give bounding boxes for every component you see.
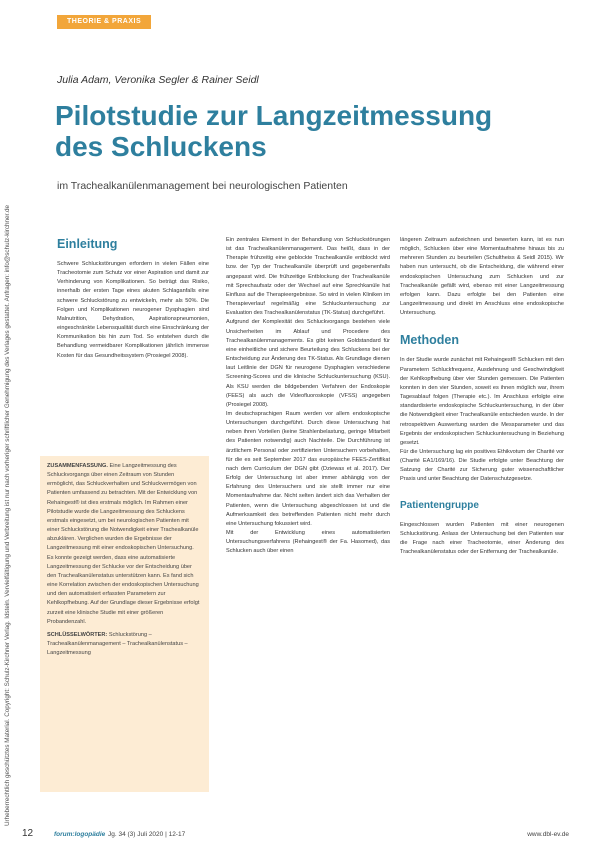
keywords-paragraph <box>47 631 200 658</box>
body-paragraph: In der Studie wurde zunächst mit Rehaingest® Schlucken mit den Parametern Schluckfrequenz, Ausdehnung und Geschwindigkeit der Kehlkopfhebung über vier Stunden gemessen. Die Patienten konnten in den vier Stunden, soweit es ihnen möglich war, ihrem Tagesablauf folgen (Therapie etc.). Im Anschluss erfolgte eine standardisierte endoskopische Schluckuntersuchung, in der über die Notwendigkeit einer Trachealkanüle entschieden wurde. In der retrospektiven Auswertung wurden die Messparameter und das Ergebnis der endoskopischen Schluckuntersuchung in Beziehung gesetzt. <box>400 357 564 446</box>
authors: Julia Adam, Veronika Segler & Rainer Seidl <box>57 74 259 86</box>
article-title: Pilotstudie zur Langzeitmessung des Schluckens <box>55 100 493 162</box>
summary-box <box>40 456 209 792</box>
article-subtitle: im Trachealkanülenmanagement bei neurologischen Patienten <box>57 180 348 192</box>
copyright-text: Urheberrechtlich geschütztes Material. Copyright: Schulz-Kirchner Verlag. Idstein. Vervielfältigung und Verbreitung ist nur nach vorheriger schriftlicher Genehmigung des Verlages gestattet. Anfragen: info@schulz-kirchner.de <box>4 204 11 826</box>
body-paragraph: Mit der Entwicklung eines automatisierten Untersuchungsverfahrens (Rehaingest® der Fa. Hasomed), das Schlucken auch über einen <box>226 530 390 555</box>
section-tag: THEORIE & PRAXIS <box>57 15 151 29</box>
keywords-text: Schluckstörung – Trachealkanülenmanagement – Trachealkanülenstatus – Langzeitmessung <box>47 631 188 657</box>
page-footer <box>0 826 595 842</box>
summary-paragraph <box>47 462 200 627</box>
issue-info: Jg. 34 (3) Juli 2020 | 12-17 <box>108 831 186 838</box>
website-link[interactable]: www.dbl-ev.de <box>527 831 569 838</box>
heading-patientengruppe: Patientengruppe <box>400 499 479 511</box>
summary-text: Eine Langzeitmessung des Schluckvorgangs über einen Zeitraum von Stunden ermöglicht, das Schluckverhalten und Schluckvermögen von Patienten umfassend zu betrachten. Mit der Entwicklung von Rehaingest® ist dies erstmals möglich. Im Rahmen einer Pilotstudie wurde die Langzeitmessung des Schluckens erstmals eingesetzt, um bei neurologischen Patienten mit einer Schluckstörung die Notwendigkeit einer Trachealkanüle abzuklären. Verglichen wurden die Ergebnisse der Langzeitmessung mit einer endoskopischen Untersuchung. Es konnte gezeigt werden, dass eine automatisierte Langzeitmessung der Schlucke vor der Entscheidung über den Trachealkanülenstatus unterstützen kann. Es fand sich eine Korrelation zwischen der endoskopischen Untersuchung und den automatisiert erfassten Parametern zur Kehlkopfhebung. Auf der Grundlage dieser Ergebnisse erfolgt zurzeit eine klinische Studie mit einer größeren Probandenzahl. <box>47 463 200 625</box>
journal-name: forum:logopädie <box>54 831 106 838</box>
column-2 <box>226 236 390 556</box>
body-paragraph: Für die Untersuchung lag ein positives Ethikvotum der Charité vor (Charité EA1/169/16). Die Studie erfolgte unter Beachtung der Satzung der Charité zur Sicherung guter wissenschaftlicher Praxis und unter Beachtung der Datenschutzgesetze. <box>400 448 564 483</box>
column-1 <box>57 236 209 361</box>
heading-einleitung: Einleitung <box>57 237 118 251</box>
body-paragraph: Im deutschsprachigen Raum werden vor allem endoskopische Untersuchungen durchgeführt. Durch diese Untersuchung hat neben ihren Vorteilen (keine Strahlenbelastung, geringe Mitarbeit des Patienten notwendig) auch Nachteile. Die Durchführung ist ärztlichem Personal oder zertifizierten Untersuchern vorbehalten, für die es seit September 2017 das europäische FEES-Zertifikat nach dem Curriculum der DGN gibt (Dziewas et al. 2017). Der Erfolg der Untersuchung ist aber immer abhängig von der Erfahrung des Untersuchers und sie stellt immer nur eine Momentaufnahme dar. Nicht selten ändert sich das Verhalten der Patienten, wenn die Untersuchung abgeschlossen ist und die Aufmerksamkeit des betreffenden Patienten nicht mehr durch eine Untersuchung fokussiert wird. <box>226 410 390 527</box>
body-paragraph: Eingeschlossen wurden Patienten mit einer neurogenen Schluckstörung. Anlass der Untersuchung bei den Patienten war die Frage nach einer Tracheotomie, einer Änderung des Trachealkanülenstatus oder der Entfernung der Trachealkanüle. <box>400 521 564 556</box>
column-3 <box>400 236 564 557</box>
page-number: 12 <box>22 828 34 839</box>
keywords-label: SCHLÜSSELWÖRTER: <box>47 631 108 638</box>
summary-label: ZUSAMMENFASSUNG. <box>47 463 108 469</box>
body-paragraph: Aufgrund der Komplexität des Schluckvorgangs bestehen viele Unsicherheiten im Ablauf und Procedere des Trachealkanülenmanagements. Es gibt keinen Goldstandard für eine einheitliche und sichere Beurteilung des Schluckens bei der Entscheidung zur Änderung des TK-Status. Als Grundlage dienen laut Leitlinie der DGN für neurogene Dysphagien verschiedene Screening-Scores und die klinische Schluckuntersuchung (KSU). Als KSU werden die bildgebenden Verfahren der Endoskopie (FEES) als auch die Videofluoroskopie (VFSS) angegeben (Prosiegel 2008). <box>226 319 390 408</box>
body-paragraph: längeren Zeitraum aufzeichnen und bewerten kann, ist es nun möglich, Schlucken über eine Momentaufnahme hinaus bis zu mehreren Stunden zu beurteilen (Schultheiss & Seidl 2015). Wir haben nun untersucht, ob die Entscheidung, die während einer endoskopischen Untersuchung zum Schlucken und zur Trachealkanüle gefällt wird, ebenso mit einer Langzeitmessung erfolgen kann. Dazu erfolgte bei den Patienten eine Langzeitmessung und direkt im Anschluss eine endoskopische Untersuchung. <box>400 237 564 317</box>
intro-paragraph: Schwere Schluckstörungen erfordern in vielen Fällen eine Tracheotomie zum Schutz vor einer Aspiration und damit zur Verhinderung von Komplikationen. So beträgt das Risiko, innerhalb der ersten Tage eines akuten Schlaganfalls eine schwere Schluckstörung zu entwickeln, mehr als 50%. Die Folgen und Komplikationen neurogener Dysphagien sind Malnutrition, Dehydration, Aspirationspneumonien, eingeschränkte Lebensqualität durch eine Einschränkung der Kommunikation bis hin zum Tod. So entstehen durch die Behandlung vermeidbarer Komplikationen jährlich immense Kosten für das Gesundheitssystem (Prosiegel 2008). <box>57 261 209 359</box>
copyright-notice <box>3 18 13 826</box>
heading-methoden: Methoden <box>400 333 460 348</box>
body-paragraph: Ein zentrales Element in der Behandlung von Schluckstörungen ist das Trachealkanülenmanagement. Das heißt, dass in der Therapie frühzeitig eine geblockte Trachealkanüle entblockt wird bzw. der Typ der Trachealkanüle überprüft und gegebenenfalls angepasst wird. Die frühzeitige Entblockung der Trachealkanüle mit Sprechaufsatz oder der Wechsel auf eine Sprechkanüle hat Einfluss auf die Therapieergebnisse. So wird in vielen Kliniken im Therapieverlauf regelmäßig eine Schluckuntersuchung zur Evaluation des Trachealkanülenstatus (TK-Status) durchgeführt. <box>226 237 390 317</box>
